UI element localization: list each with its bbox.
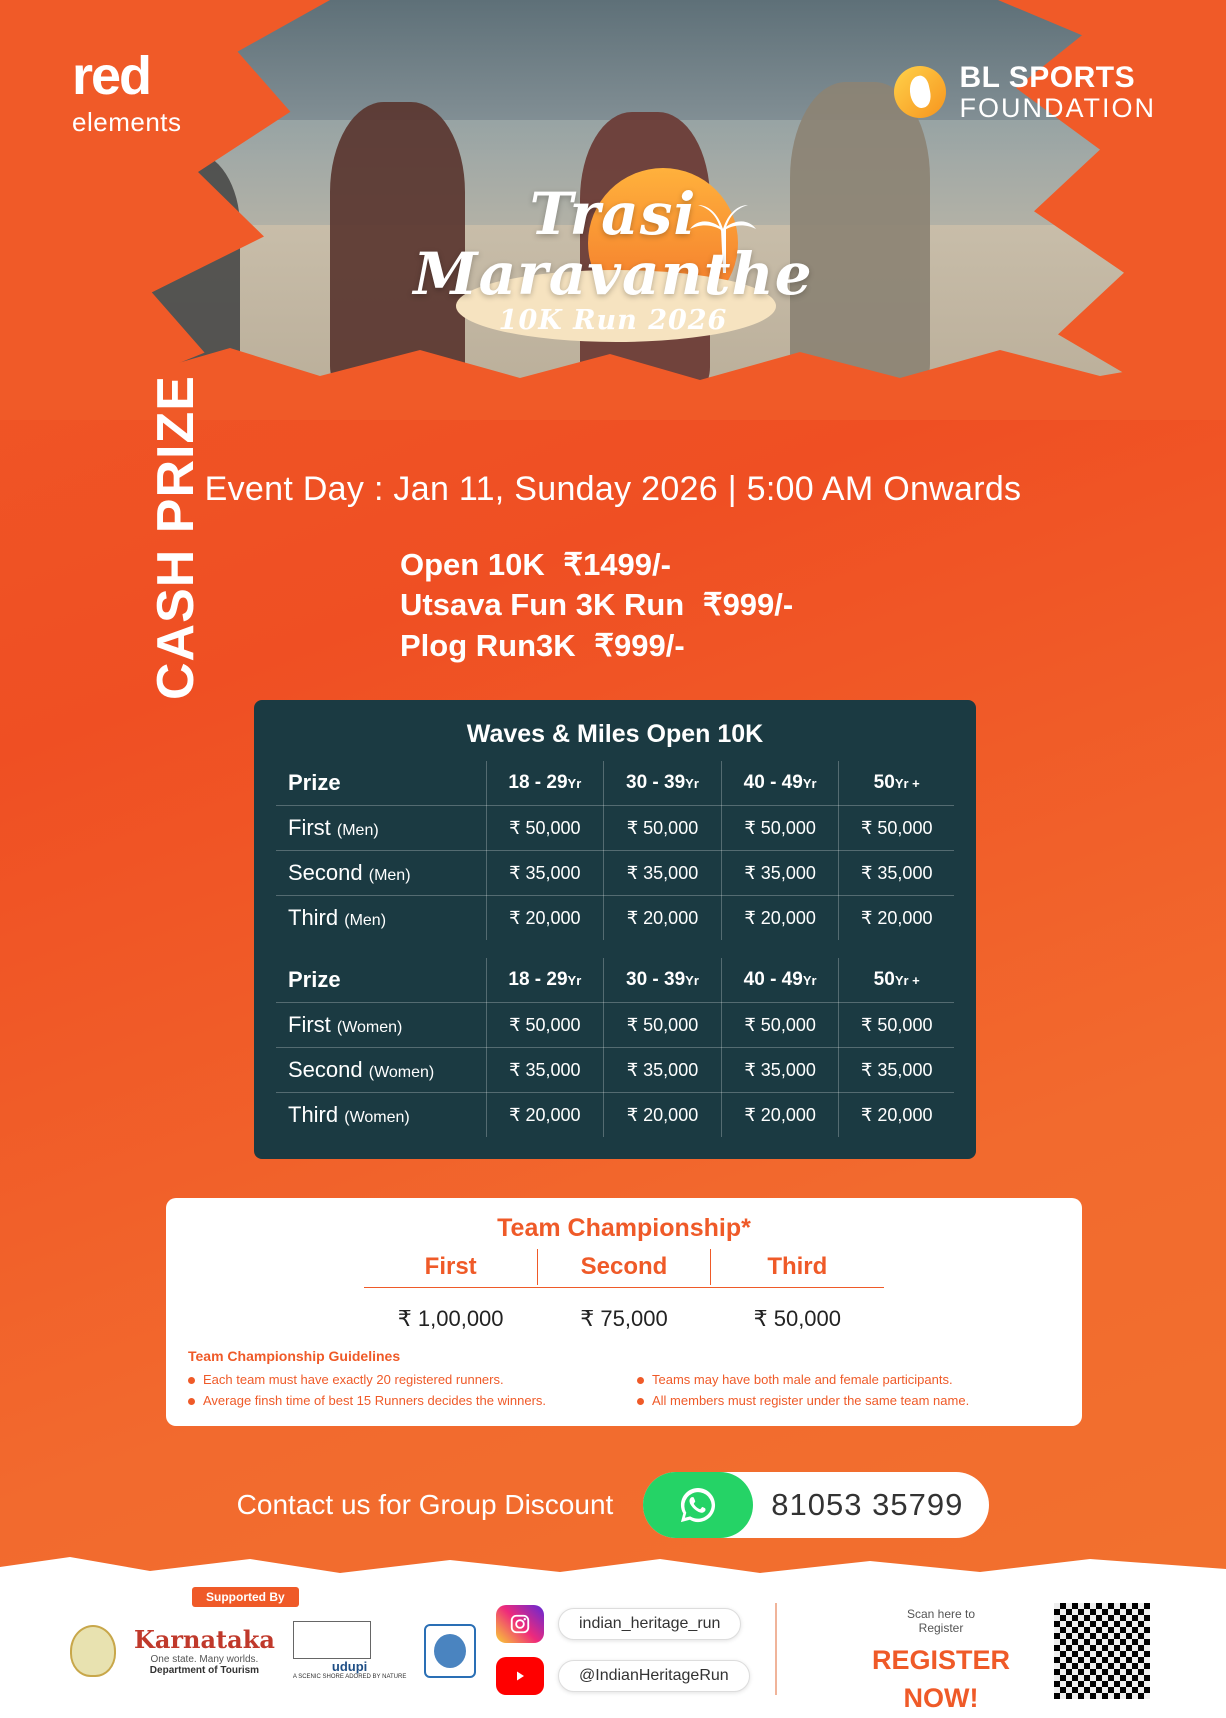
event-day-text: Event Day : Jan 11, Sunday 2026 | 5:00 AM Onwards bbox=[204, 470, 1022, 508]
prize-amount: ₹ 35,000 bbox=[721, 1048, 839, 1093]
table-header-row bbox=[276, 958, 954, 1003]
race-category-row bbox=[400, 545, 793, 585]
bullet-icon bbox=[637, 1377, 644, 1384]
column-header-age bbox=[486, 958, 604, 1003]
age-range: 50 bbox=[873, 969, 895, 990]
age-suffix: Yr bbox=[802, 776, 817, 791]
prize-amount: ₹ 35,000 bbox=[721, 851, 839, 896]
youtube-glyph bbox=[508, 1667, 532, 1685]
prize-place: First bbox=[288, 1012, 331, 1037]
race-category-row bbox=[400, 626, 793, 666]
bullet-icon bbox=[188, 1398, 195, 1405]
guidelines-list bbox=[188, 1372, 1060, 1408]
table-divider bbox=[276, 940, 954, 958]
table-row bbox=[276, 851, 954, 896]
whatsapp-icon[interactable] bbox=[643, 1472, 753, 1538]
age-suffix: Yr bbox=[567, 973, 582, 988]
event-logo-line3: 10K Run 2026 bbox=[498, 305, 728, 336]
prize-amount: ₹ 20,000 bbox=[604, 1093, 722, 1138]
instagram-handle[interactable]: indian_heritage_run bbox=[558, 1608, 741, 1640]
footer bbox=[0, 1573, 1226, 1718]
sponsor-logos bbox=[70, 1621, 476, 1680]
column-header-age bbox=[839, 958, 954, 1003]
footer-divider bbox=[775, 1603, 777, 1695]
team-amounts-row bbox=[364, 1306, 884, 1332]
prize-amount: ₹ 35,000 bbox=[486, 851, 604, 896]
prize-amount: ₹ 35,000 bbox=[604, 1048, 722, 1093]
whatsapp-glyph bbox=[677, 1484, 719, 1526]
race-category-row bbox=[400, 585, 793, 625]
column-header-age bbox=[721, 761, 839, 806]
guidelines-title: Team Championship Guidelines bbox=[188, 1348, 401, 1364]
bl-sports-line2: FOUNDATION bbox=[959, 92, 1156, 123]
prize-amount: ₹ 50,000 bbox=[721, 806, 839, 851]
team-place-first: First bbox=[424, 1253, 477, 1280]
prize-place: Third bbox=[288, 905, 339, 930]
list-item bbox=[188, 1393, 611, 1408]
footer-torn-edge bbox=[0, 1557, 1226, 1579]
prize-place: Second bbox=[288, 860, 363, 885]
qr-code[interactable] bbox=[1050, 1599, 1154, 1703]
column-header-age bbox=[604, 761, 722, 806]
prize-group: (Women) bbox=[368, 1064, 435, 1081]
prize-amount: ₹ 35,000 bbox=[839, 851, 954, 896]
age-range: 30 - 39 bbox=[626, 969, 686, 990]
scan-instruction-line1: Scan here to bbox=[906, 1607, 976, 1621]
column-header-prize: Prize bbox=[276, 958, 486, 1003]
social-links bbox=[496, 1605, 750, 1709]
government-emblem-icon bbox=[70, 1625, 116, 1677]
udupi-temple-icon bbox=[293, 1621, 371, 1659]
table-row bbox=[276, 896, 954, 941]
prize-amount: ₹ 20,000 bbox=[860, 907, 933, 928]
youtube-icon[interactable] bbox=[496, 1657, 544, 1695]
prize-amount: ₹ 20,000 bbox=[860, 1104, 933, 1125]
age-suffix: Yr bbox=[802, 973, 817, 988]
udupi-tagline: A SCENIC SHORE ADORED BY NATURE bbox=[292, 1674, 407, 1680]
udupi-wordmark: udupi bbox=[331, 1659, 368, 1674]
register-block bbox=[872, 1607, 1010, 1712]
prize-group: (Men) bbox=[368, 867, 411, 884]
prize-table-women bbox=[276, 958, 954, 1137]
team-championship-title: Team Championship* bbox=[497, 1214, 751, 1242]
youtube-handle[interactable]: @IndianHeritageRun bbox=[558, 1660, 750, 1692]
udupi-logo bbox=[293, 1621, 406, 1680]
age-range: 40 - 49 bbox=[743, 772, 803, 793]
cash-prize-vertical-label: CASH PRIZE bbox=[147, 375, 205, 700]
prize-place: Third bbox=[288, 1102, 339, 1127]
age-range: 18 - 29 bbox=[508, 969, 568, 990]
category-name: Utsava Fun 3K Run bbox=[400, 587, 685, 623]
prize-amount: ₹ 20,000 bbox=[721, 896, 839, 941]
prize-amount: ₹ 35,000 bbox=[604, 851, 722, 896]
prize-amount: ₹ 50,000 bbox=[486, 806, 604, 851]
age-suffix: Yr + bbox=[894, 776, 920, 791]
age-suffix: Yr bbox=[567, 776, 582, 791]
age-suffix: Yr bbox=[685, 776, 699, 791]
guideline-text: Each team must have exactly 20 registered runners. bbox=[203, 1372, 504, 1387]
karnataka-department: Department of Tourism bbox=[149, 1665, 260, 1676]
prize-amount: ₹ 35,000 bbox=[839, 1048, 954, 1093]
column-header-age bbox=[486, 761, 604, 806]
guideline-text: Average finsh time of best 15 Runners decides the winners. bbox=[203, 1393, 547, 1408]
team-amount-third: ₹ 50,000 bbox=[753, 1306, 842, 1331]
contact-section bbox=[0, 1472, 1226, 1538]
prize-amount: ₹ 50,000 bbox=[604, 806, 722, 851]
supported-by-badge: Supported By bbox=[192, 1587, 299, 1607]
category-name: Plog Run3K bbox=[400, 627, 576, 663]
bl-sports-foundation-logo bbox=[894, 62, 1157, 122]
age-suffix: Yr + bbox=[894, 973, 920, 988]
supported-by-block bbox=[192, 1587, 299, 1607]
bl-sports-mark-icon bbox=[894, 66, 946, 118]
prize-amount: ₹ 50,000 bbox=[604, 1003, 722, 1048]
event-logo-line2: Maravanthe bbox=[413, 240, 813, 308]
prize-table-panel bbox=[254, 700, 976, 1159]
team-divider bbox=[364, 1287, 884, 1288]
prize-amount: ₹ 20,000 bbox=[486, 896, 604, 941]
whatsapp-contact-pill[interactable] bbox=[643, 1472, 989, 1538]
team-amount-first: ₹ 1,00,000 bbox=[397, 1306, 504, 1331]
prize-amount: ₹ 50,000 bbox=[839, 806, 954, 851]
age-range: 30 - 39 bbox=[626, 772, 686, 793]
category-price: ₹1499/- bbox=[563, 547, 671, 582]
column-header-age bbox=[604, 958, 722, 1003]
table-row bbox=[276, 806, 954, 851]
instagram-icon[interactable] bbox=[496, 1605, 544, 1643]
team-place-third: Third bbox=[767, 1253, 828, 1280]
event-logo-line1: Trasi bbox=[529, 180, 697, 248]
prize-amount: ₹ 20,000 bbox=[486, 1093, 604, 1138]
bl-sports-line1: BL SPORTS bbox=[959, 61, 1136, 94]
contact-phone-number[interactable]: 81053 35799 bbox=[771, 1487, 964, 1522]
karnataka-tagline: One state. Many worlds. bbox=[150, 1654, 259, 1665]
red-elements-subtext: elements bbox=[72, 106, 182, 137]
guideline-text: Teams may have both male and female participants. bbox=[652, 1372, 953, 1387]
prize-group: (Women) bbox=[344, 1109, 410, 1126]
age-suffix: Yr bbox=[685, 973, 699, 988]
prize-group: (Men) bbox=[344, 912, 387, 929]
table-header-row bbox=[276, 761, 954, 806]
red-elements-wordmark: red bbox=[72, 46, 151, 106]
prize-amount: ₹ 35,000 bbox=[486, 1048, 604, 1093]
instagram-row[interactable] bbox=[496, 1605, 750, 1643]
contact-label: Contact us for Group Discount bbox=[236, 1489, 614, 1520]
sports-authority-icon bbox=[424, 1624, 476, 1678]
race-categories bbox=[400, 545, 793, 666]
prize-amount: ₹ 50,000 bbox=[839, 1003, 954, 1048]
prize-amount: ₹ 50,000 bbox=[721, 1003, 839, 1048]
team-places-row bbox=[364, 1249, 884, 1285]
category-name: Open 10K bbox=[400, 547, 545, 582]
age-range: 18 - 29 bbox=[508, 772, 568, 793]
list-item bbox=[188, 1372, 611, 1387]
team-amount-second: ₹ 75,000 bbox=[580, 1306, 668, 1331]
prize-amount: ₹ 50,000 bbox=[486, 1003, 604, 1048]
event-logo bbox=[398, 150, 828, 360]
category-price: ₹999/- bbox=[594, 627, 685, 663]
age-range: 50 bbox=[873, 772, 895, 793]
team-place-second: Second bbox=[537, 1249, 710, 1285]
register-now-line1: REGISTER bbox=[872, 1644, 1011, 1675]
list-item bbox=[637, 1393, 1060, 1408]
register-now-line2: NOW! bbox=[903, 1683, 979, 1714]
prize-amount: ₹ 20,000 bbox=[604, 896, 722, 941]
prize-amount: ₹ 20,000 bbox=[721, 1093, 839, 1138]
bullet-icon bbox=[637, 1398, 644, 1405]
karnataka-wordmark: Karnataka bbox=[134, 1625, 275, 1654]
youtube-row[interactable] bbox=[496, 1657, 750, 1695]
team-championship-panel bbox=[166, 1198, 1082, 1426]
list-item bbox=[637, 1372, 1060, 1387]
prize-place: First bbox=[288, 815, 331, 840]
instagram-glyph bbox=[509, 1613, 531, 1635]
red-elements-logo bbox=[72, 46, 182, 138]
table-row bbox=[276, 1093, 954, 1138]
column-header-age bbox=[839, 761, 954, 806]
column-header-age bbox=[721, 958, 839, 1003]
category-price: ₹999/- bbox=[702, 587, 794, 623]
bullet-icon bbox=[188, 1377, 195, 1384]
prize-table-title: Waves & Miles Open 10K bbox=[466, 720, 764, 748]
table-row bbox=[276, 1048, 954, 1093]
table-row bbox=[276, 1003, 954, 1048]
column-header-prize: Prize bbox=[276, 761, 486, 806]
prize-table-men bbox=[276, 761, 954, 940]
prize-place: Second bbox=[288, 1057, 363, 1082]
guideline-text: All members must register under the same team name. bbox=[652, 1393, 970, 1408]
scan-instruction-line2: Register bbox=[918, 1621, 964, 1636]
prize-group: (Women) bbox=[336, 1019, 403, 1036]
age-range: 40 - 49 bbox=[743, 969, 803, 990]
prize-group: (Men) bbox=[336, 822, 379, 839]
karnataka-tourism-logo bbox=[134, 1625, 275, 1676]
